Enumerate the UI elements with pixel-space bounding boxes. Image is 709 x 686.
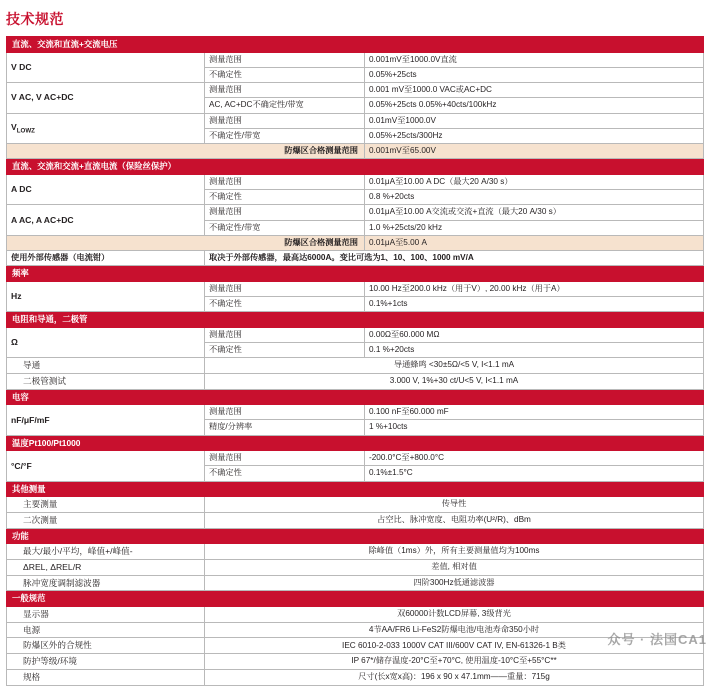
row-label: $V_{LOWZ}$ bbox=[7, 113, 205, 144]
row-label: 二极管测试 bbox=[7, 373, 205, 389]
section-header-row bbox=[7, 481, 704, 497]
param-value: 0.01mV至1000.0V bbox=[365, 113, 704, 128]
table-row bbox=[7, 405, 704, 420]
section-heading: 频率 bbox=[7, 266, 704, 282]
table-row bbox=[7, 281, 704, 296]
specifications-body bbox=[7, 37, 704, 686]
section-heading: 直流、交流和交流+直流电流（保险丝保护） bbox=[7, 159, 704, 175]
param-label: 不确定性/带宽 bbox=[205, 220, 365, 235]
param-value: 0.1 %+20cts bbox=[365, 343, 704, 358]
param-value: 0.100 nF至60.000 mF bbox=[365, 405, 704, 420]
watermark: 众号 · 法国CA1 bbox=[607, 632, 707, 647]
ex-range-label: 防爆区合格测量范围 bbox=[7, 144, 365, 159]
ex-range-value: 0.01μA至5.00 A bbox=[365, 235, 704, 250]
param-value: 尺寸(长x宽x高)：196 x 90 x 47.1mm——重量：715g bbox=[205, 669, 704, 685]
table-row bbox=[7, 83, 704, 98]
row-label: V AC, V AC+DC bbox=[7, 83, 205, 114]
param-value: 差值, 相对值 bbox=[205, 559, 704, 575]
param-label: 不确定性 bbox=[205, 190, 365, 205]
row-label: Hz bbox=[7, 281, 205, 312]
row-label: 规格 bbox=[7, 669, 205, 685]
row-label: 最大/最小/平均，峰值+/峰值- bbox=[7, 544, 205, 560]
row-label: Ω bbox=[7, 327, 205, 358]
param-value: 占空比、脉冲宽度、电阻功率(U²/R)、dBm bbox=[205, 512, 704, 528]
param-label: 不确定性 bbox=[205, 297, 365, 312]
param-value: 0.1%±1.5°C bbox=[365, 466, 704, 481]
row-label: °C/°F bbox=[7, 451, 205, 482]
section-header-row bbox=[7, 389, 704, 405]
section-header-row bbox=[7, 435, 704, 451]
ex-range-label: 防爆区合格测量范围 bbox=[7, 235, 365, 250]
param-value: 除峰值（1ms）外，所有主要测量值均为100ms bbox=[205, 544, 704, 560]
table-row bbox=[7, 373, 704, 389]
row-label: 防护等级/环境 bbox=[7, 654, 205, 670]
param-value: 1 %+10cts bbox=[365, 420, 704, 435]
param-label: 测量范围 bbox=[205, 405, 365, 420]
section-header-row bbox=[7, 159, 704, 175]
table-row bbox=[7, 174, 704, 189]
param-label: 测量范围 bbox=[205, 327, 365, 342]
table-row bbox=[7, 451, 704, 466]
section-heading: 其他测量 bbox=[7, 481, 704, 497]
table-row bbox=[7, 205, 704, 220]
param-value: 0.05%+25cts/300Hz bbox=[365, 128, 704, 143]
section-header-row bbox=[7, 266, 704, 282]
table-row bbox=[7, 575, 704, 591]
param-value: IEC 6010-2-033 1000V CAT III/600V CAT IV, EN-61326-1 B类 bbox=[205, 638, 704, 654]
param-value: 0.00Ω至60.000 MΩ bbox=[365, 327, 704, 342]
param-label: 测量范围 bbox=[205, 451, 365, 466]
row-label: 电源 bbox=[7, 622, 205, 638]
row-label: 主要测量 bbox=[7, 497, 205, 513]
table-row bbox=[7, 654, 704, 670]
param-label: 不确定性 bbox=[205, 67, 365, 82]
param-label: 测量范围 bbox=[205, 174, 365, 189]
param-value: 0.05%+25cts 0.05%+40cts/100kHz bbox=[365, 98, 704, 113]
param-value: 传导性 bbox=[205, 497, 704, 513]
param-value: 0.01μA至10.00 A DC（最大20 A/30 s） bbox=[365, 174, 704, 189]
section-header-row bbox=[7, 591, 704, 607]
table-row bbox=[7, 327, 704, 342]
table-row bbox=[7, 606, 704, 622]
table-row bbox=[7, 638, 704, 654]
param-value: 3.000 V, 1%+30 ct/U<5 V, I<1.1 mA bbox=[205, 373, 704, 389]
table-row-ex-range bbox=[7, 144, 704, 159]
section-header-row bbox=[7, 37, 704, 53]
table-row bbox=[7, 512, 704, 528]
row-label-subscript: LOWZ bbox=[16, 127, 35, 135]
param-value: 0.001 mV至1000.0 VAC或AC+DC bbox=[365, 83, 704, 98]
param-value: 0.05%+25cts bbox=[365, 67, 704, 82]
row-label: 脉冲宽度调制滤波器 bbox=[7, 575, 205, 591]
param-label: 不确定性 bbox=[205, 466, 365, 481]
table-row-ex-range bbox=[7, 235, 704, 250]
row-label: V DC bbox=[7, 52, 205, 83]
param-value: 0.8 %+20cts bbox=[365, 190, 704, 205]
table-row bbox=[7, 622, 704, 638]
section-heading: 电阻和导通，二极管 bbox=[7, 312, 704, 328]
param-label: 测量范围 bbox=[205, 281, 365, 296]
section-heading: 一般规范 bbox=[7, 591, 704, 607]
section-header-row bbox=[7, 528, 704, 544]
table-row bbox=[7, 113, 704, 128]
row-label: 使用外部传感器（电流钳） bbox=[7, 251, 205, 266]
param-label: 测量范围 bbox=[205, 205, 365, 220]
page-title: 技术规范 bbox=[6, 11, 64, 27]
table-row bbox=[7, 358, 704, 374]
table-row bbox=[7, 559, 704, 575]
param-value: 取决于外部传感器，最高达6000A。变比可选为1、10、100、1000 mV/A bbox=[205, 251, 704, 266]
param-label: 不确定性/带宽 bbox=[205, 128, 365, 143]
row-label: nF/μF/mF bbox=[7, 405, 205, 436]
row-label: 防爆区外的合规性 bbox=[7, 638, 205, 654]
param-label: 测量范围 bbox=[205, 83, 365, 98]
section-header-row bbox=[7, 312, 704, 328]
param-label: 测量范围 bbox=[205, 113, 365, 128]
section-heading: 直流、交流和直流+交流电压 bbox=[7, 37, 704, 53]
row-label: ΔREL, ΔREL/R bbox=[7, 559, 205, 575]
param-value: -200.0°C至+800.0°C bbox=[365, 451, 704, 466]
table-row bbox=[7, 669, 704, 685]
specifications-table bbox=[6, 36, 704, 686]
param-value: 0.1%+1cts bbox=[365, 297, 704, 312]
param-label: AC, AC+DC不确定性/带宽 bbox=[205, 98, 365, 113]
param-value: 10.00 Hz至200.0 kHz（用于V）, 20.00 kHz（用于A） bbox=[365, 281, 704, 296]
table-row bbox=[7, 544, 704, 560]
ex-range-value: 0.001mV至65.00V bbox=[365, 144, 704, 159]
param-value: 0.01μA至10.00 A交流或交流+直流（最大20 A/30 s） bbox=[365, 205, 704, 220]
param-value: 4节AA/FR6 Li-FeS2防爆电池/电池寿命350小时 bbox=[205, 622, 704, 638]
param-value: IP 67*/储存温度-20°C至+70°C, 使用温度-10°C至+55°C** bbox=[205, 654, 704, 670]
section-heading: 功能 bbox=[7, 528, 704, 544]
section-heading: 电容 bbox=[7, 389, 704, 405]
param-value: 导通蜂鸣 <30±5Ω/<5 V, I<1.1 mA bbox=[205, 358, 704, 374]
table-row bbox=[7, 52, 704, 67]
row-label: A DC bbox=[7, 174, 205, 205]
param-label: 测量范围 bbox=[205, 52, 365, 67]
table-row bbox=[7, 497, 704, 513]
row-label: A AC, A AC+DC bbox=[7, 205, 205, 236]
param-label: 不确定性 bbox=[205, 343, 365, 358]
row-label: 导通 bbox=[7, 358, 205, 374]
section-heading: 温度Pt100/Pt1000 bbox=[7, 435, 704, 451]
param-value: 四阶300Hz低通滤波器 bbox=[205, 575, 704, 591]
table-row bbox=[7, 251, 704, 266]
row-label: 显示器 bbox=[7, 606, 205, 622]
param-value: 0.001mV至1000.0V直流 bbox=[365, 52, 704, 67]
row-label: 二次测量 bbox=[7, 512, 205, 528]
param-value: 1.0 %+25cts/20 kHz bbox=[365, 220, 704, 235]
param-label: 精度/分辨率 bbox=[205, 420, 365, 435]
param-value: 双60000计数LCD屏幕, 3级背光 bbox=[205, 606, 704, 622]
